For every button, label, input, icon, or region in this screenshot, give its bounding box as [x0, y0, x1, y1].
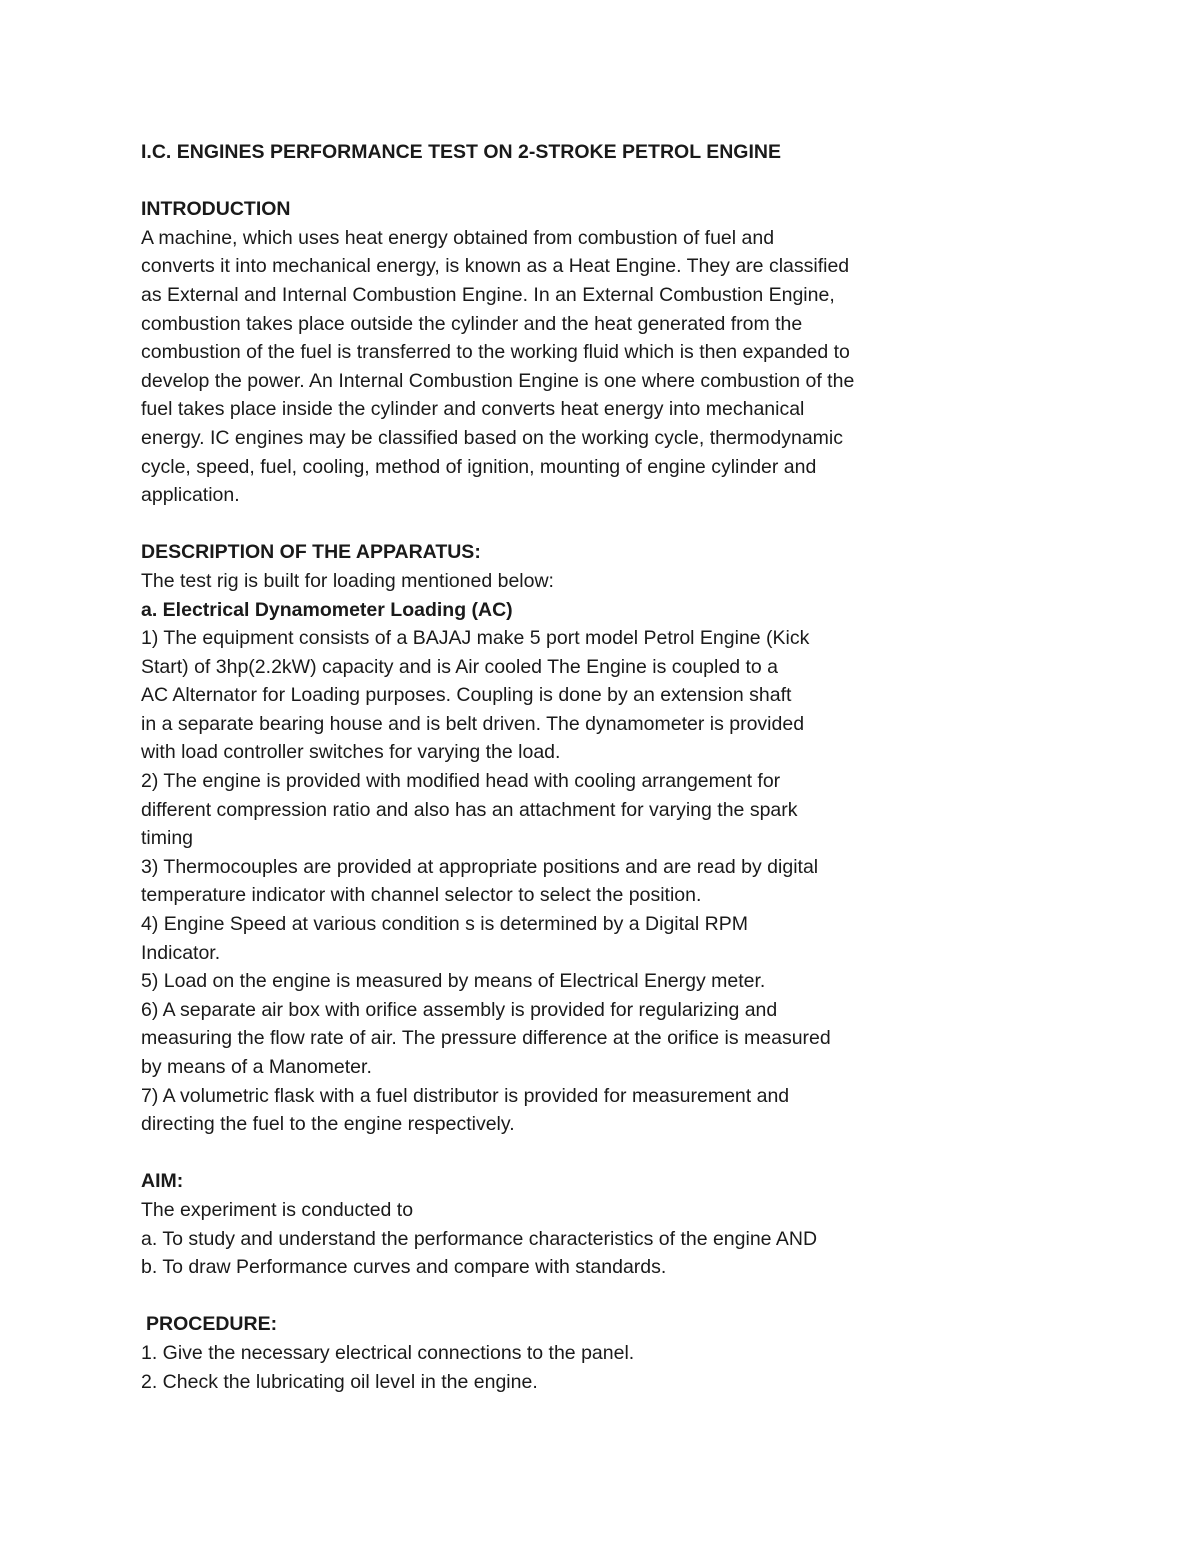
spacer — [141, 510, 961, 539]
apparatus-intro: The test rig is built for loading mentioned below: — [141, 569, 554, 592]
spacer — [141, 1139, 961, 1168]
apparatus-line: 3) Thermocouples are provided at appropriate positions and are read by digital — [141, 855, 819, 878]
aim-line: b. To draw Performance curves and compare with standards. — [141, 1256, 667, 1279]
aim-line: The experiment is conducted to — [141, 1198, 414, 1221]
apparatus-line: timing — [141, 827, 194, 850]
apparatus-line: in a separate bearing house and is belt driven. The dynamometer is provided — [141, 712, 805, 735]
apparatus-line: with load controller switches for varying the load. — [141, 741, 561, 764]
introduction-line: combustion takes place outside the cylinder and the heat generated from the — [141, 312, 803, 335]
apparatus-line: directing the fuel to the engine respectively. — [141, 1113, 515, 1136]
introduction-line: application. — [141, 484, 240, 507]
apparatus-line: Indicator. — [141, 941, 221, 964]
introduction-line: as External and Internal Combustion Engine. In an External Combustion Engine, — [141, 283, 835, 306]
introduction-line: cycle, speed, fuel, cooling, method of ignition, mounting of engine cylinder and — [141, 455, 817, 478]
introduction-line: converts it into mechanical energy, is known as a Heat Engine. They are classified — [141, 255, 850, 278]
apparatus-line: Start) of 3hp(2.2kW) capacity and is Air cooled The Engine is coupled to a — [141, 655, 778, 678]
introduction-line: fuel takes place inside the cylinder and converts heat energy into mechanical — [141, 398, 805, 421]
apparatus-line: 5) Load on the engine is measured by means of Electrical Energy meter. — [141, 970, 766, 993]
aim-line: a. To study and understand the performance characteristics of the engine AND — [141, 1227, 818, 1250]
procedure-step: 1. Give the necessary electrical connections to the panel. — [141, 1341, 635, 1364]
apparatus-line: measuring the flow rate of air. The pressure difference at the orifice is measured — [141, 1027, 831, 1050]
procedure-section — [141, 1310, 961, 1396]
apparatus-line: different compression ratio and also has an attachment for varying the spark — [141, 798, 798, 821]
procedure-heading: PROCEDURE: — [146, 1313, 278, 1336]
apparatus-line: 4) Engine Speed at various condition s is determined by a Digital RPM — [141, 913, 748, 936]
apparatus-section — [141, 538, 961, 1138]
introduction-line: develop the power. An Internal Combustion Engine is one where combustion of the — [141, 369, 855, 392]
apparatus-line: 1) The equipment consists of a BAJAJ make 5 port model Petrol Engine (Kick — [141, 627, 810, 650]
apparatus-line: 7) A volumetric flask with a fuel distributor is provided for measurement and — [141, 1084, 790, 1107]
apparatus-subheading: a. Electrical Dynamometer Loading (AC) — [141, 598, 513, 621]
document-title: I.C. ENGINES PERFORMANCE TEST ON 2-STROKE PETROL ENGINE — [141, 141, 781, 163]
aim-heading: AIM: — [141, 1170, 184, 1193]
introduction-heading: INTRODUCTION — [141, 198, 291, 221]
document-page — [141, 138, 961, 1396]
introduction-section — [141, 195, 961, 510]
apparatus-heading: DESCRIPTION OF THE APPARATUS: — [141, 541, 481, 564]
introduction-line: energy. IC engines may be classified based on the working cycle, thermodynamic — [141, 426, 843, 449]
spacer — [141, 167, 961, 196]
apparatus-line: 2) The engine is provided with modified head with cooling arrangement for — [141, 770, 781, 793]
apparatus-line: by means of a Manometer. — [141, 1056, 372, 1078]
apparatus-line: 6) A separate air box with orifice assembly is provided for regularizing and — [141, 998, 778, 1021]
procedure-step: 2. Check the lubricating oil level in the engine. — [141, 1370, 538, 1393]
apparatus-line: AC Alternator for Loading purposes. Coupling is done by an extension shaft — [141, 684, 792, 707]
aim-section — [141, 1167, 961, 1281]
spacer — [141, 1282, 961, 1311]
introduction-line: combustion of the fuel is transferred to the working fluid which is then expanded to — [141, 341, 850, 364]
introduction-line: A machine, which uses heat energy obtained from combustion of fuel and — [141, 226, 775, 249]
apparatus-line: temperature indicator with channel selector to select the position. — [141, 884, 702, 907]
